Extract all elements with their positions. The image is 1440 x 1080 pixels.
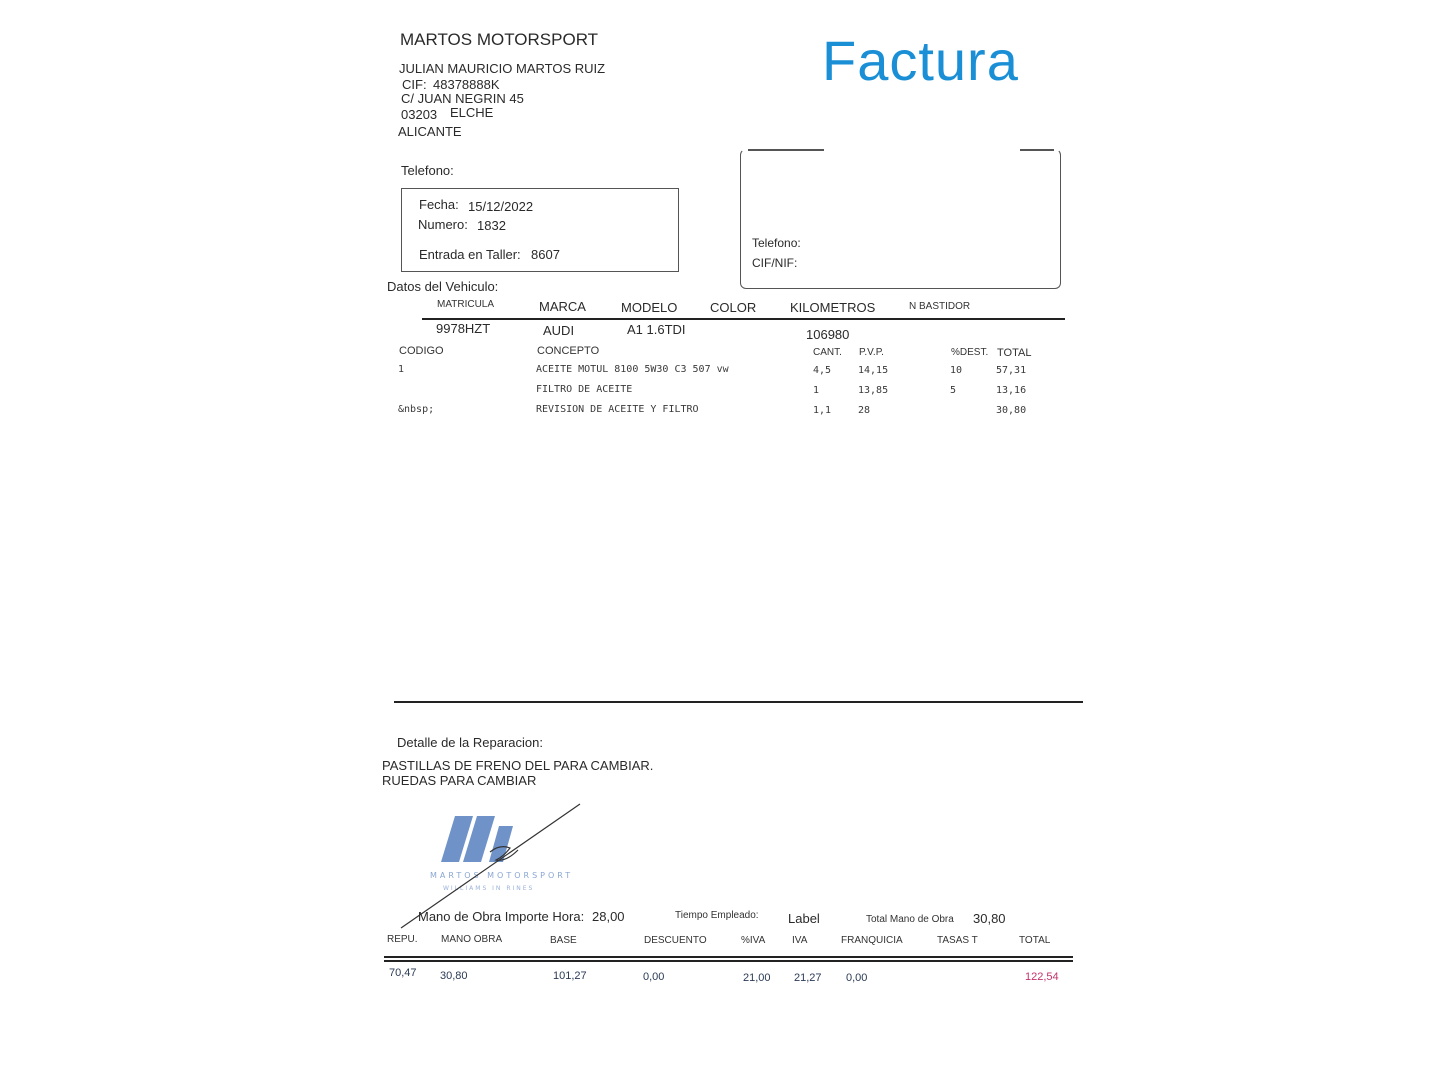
totals-labor: 30,80 bbox=[440, 970, 468, 982]
line-concept: REVISION DE ACEITE Y FILTRO bbox=[536, 404, 699, 415]
invoice-number-label: Numero: bbox=[418, 217, 468, 232]
line-total: 57,31 bbox=[996, 365, 1027, 376]
invoice-number: 1832 bbox=[477, 218, 506, 233]
labor-total-label: Total Mano de Obra bbox=[866, 914, 954, 925]
company-province: ALICANTE bbox=[398, 124, 462, 139]
line-code: 1 bbox=[398, 364, 405, 375]
vehicle-model: A1 1.6TDI bbox=[627, 322, 686, 337]
labor-rate: 28,00 bbox=[592, 909, 625, 924]
workshop-entry-label: Entrada en Taller: bbox=[419, 247, 521, 262]
line-concept: FILTRO DE ACEITE bbox=[536, 384, 633, 395]
labor-rate-label: Mano de Obra Importe Hora: bbox=[418, 909, 585, 924]
totals-header-labor: MANO OBRA bbox=[441, 934, 503, 945]
totals-franchise: 0,00 bbox=[846, 972, 868, 984]
company-cif: 48378888K bbox=[433, 77, 500, 92]
line-disc: 5 bbox=[950, 385, 957, 396]
totals-header-discount: DESCUENTO bbox=[644, 935, 707, 946]
footer-divider bbox=[394, 701, 1083, 703]
vehicle-header-km: KILOMETROS bbox=[790, 300, 876, 315]
totals-base: 101,27 bbox=[553, 970, 587, 982]
stamp-text-2: WILLIAMS IN RINES bbox=[443, 885, 535, 892]
workshop-entry: 8607 bbox=[531, 247, 560, 262]
line-disc: 10 bbox=[950, 365, 963, 376]
customer-phone-label: Telefono: bbox=[752, 236, 801, 250]
company-postal-code: 03203 bbox=[401, 107, 438, 122]
totals-header-vat: IVA bbox=[792, 935, 808, 946]
stamp-text-1: MARTOS MOTORSPORT bbox=[430, 871, 574, 880]
line-qty: 1,1 bbox=[813, 405, 832, 416]
customer-box-top-right bbox=[1020, 149, 1054, 151]
lines-header-qty: CANT. bbox=[813, 347, 842, 358]
company-city: ELCHE bbox=[450, 105, 494, 120]
company-phone-label: Telefono: bbox=[401, 163, 454, 178]
company-cif-label: CIF: bbox=[402, 77, 427, 92]
company-owner: JULIAN MAURICIO MARTOS RUIZ bbox=[399, 61, 606, 76]
totals-discount: 0,00 bbox=[643, 971, 665, 983]
customer-cif-label: CIF/NIF: bbox=[752, 256, 798, 270]
line-code: &nbsp; bbox=[398, 404, 435, 415]
line-concept: ACEITE MOTUL 8100 5W30 C3 507 vw bbox=[536, 364, 729, 375]
totals-vat: 21,27 bbox=[794, 972, 822, 984]
vehicle-header-color: COLOR bbox=[710, 300, 757, 315]
invoice-date: 15/12/2022 bbox=[468, 199, 534, 214]
repair-line-1: PASTILLAS DE FRENO DEL PARA CAMBIAR. bbox=[382, 758, 654, 773]
totals-vat-pct: 21,00 bbox=[743, 972, 771, 984]
vehicle-plate: 9978HZT bbox=[436, 321, 491, 336]
line-total: 30,80 bbox=[996, 405, 1027, 416]
totals-grand-total: 122,54 bbox=[1025, 971, 1059, 983]
vehicle-km: 106980 bbox=[806, 327, 850, 342]
document-title: Factura bbox=[822, 29, 1019, 92]
vehicle-header-vin: N BASTIDOR bbox=[909, 301, 971, 312]
invoice-date-label: Fecha: bbox=[419, 197, 459, 212]
line-price: 28 bbox=[858, 405, 871, 416]
company-address: C/ JUAN NEGRIN 45 bbox=[401, 91, 524, 106]
vehicle-divider bbox=[422, 318, 1065, 320]
lines-header-code: CODIGO bbox=[399, 345, 444, 357]
totals-header-parts: REPU. bbox=[387, 934, 418, 945]
repair-section-label: Detalle de la Reparacion: bbox=[397, 735, 543, 750]
totals-header-base: BASE bbox=[550, 935, 577, 946]
vehicle-brand: AUDI bbox=[543, 323, 575, 338]
line-qty: 1 bbox=[813, 385, 820, 396]
totals-divider-top bbox=[384, 956, 1073, 958]
stamp-logo-icon bbox=[441, 816, 513, 862]
totals-header-total: TOTAL bbox=[1019, 935, 1051, 946]
vehicle-header-plate: MATRICULA bbox=[437, 299, 495, 310]
labor-time-value: Label bbox=[788, 911, 820, 926]
totals-parts: 70,47 bbox=[389, 967, 417, 979]
totals-divider-bottom bbox=[384, 960, 1073, 962]
line-price: 13,85 bbox=[858, 385, 889, 396]
totals-header-vat-pct: %IVA bbox=[741, 935, 766, 946]
lines-header-total: TOTAL bbox=[997, 347, 1032, 359]
lines-header-price: P.V.P. bbox=[859, 347, 884, 358]
totals-header-fees: TASAS T bbox=[937, 935, 978, 946]
vehicle-section-label: Datos del Vehiculo: bbox=[387, 279, 499, 294]
lines-header-disc: %DEST. bbox=[951, 347, 989, 358]
labor-time-label: Tiempo Empleado: bbox=[675, 910, 759, 921]
customer-box-top-left bbox=[748, 149, 824, 151]
line-total: 13,16 bbox=[996, 385, 1027, 396]
line-price: 14,15 bbox=[858, 365, 889, 376]
company-name: MARTOS MOTORSPORT bbox=[400, 30, 599, 49]
lines-header-concept: CONCEPTO bbox=[537, 345, 600, 357]
vehicle-header-brand: MARCA bbox=[539, 299, 586, 314]
totals-header-franchise: FRANQUICIA bbox=[841, 935, 903, 946]
labor-total: 30,80 bbox=[973, 911, 1006, 926]
repair-line-2: RUEDAS PARA CAMBIAR bbox=[382, 773, 537, 788]
vehicle-header-model: MODELO bbox=[621, 300, 678, 315]
line-qty: 4,5 bbox=[813, 365, 832, 376]
